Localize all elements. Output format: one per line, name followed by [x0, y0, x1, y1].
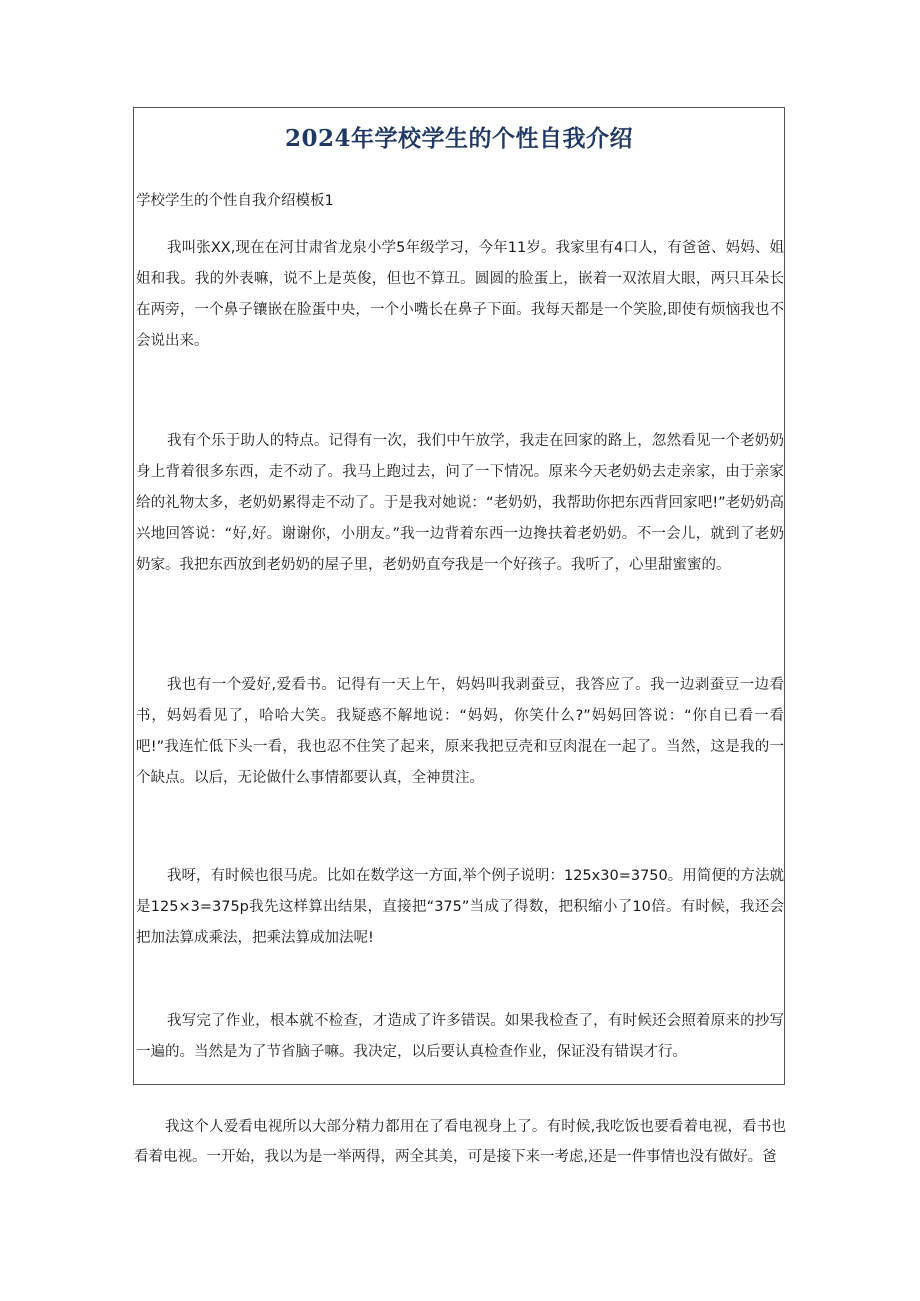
- paragraph-intro: 我叫张XX,现在在河甘肃省龙泉小学5年级学习，今年11岁。我家里有4口人，有爸爸、妈妈、姐姐和我。我的外表嘛，说不上是英俊，但也不算丑。圆圆的脸蛋上，嵌着一双浓眉大眼，两只耳朵长在两旁，一个鼻子镶嵌在脸蛋中央，一个小嘴长在鼻子下面。我每天都是一个笑脸,即使有烦恼我也不会说出来。: [136, 240, 784, 349]
- paragraph-homework: 我写完了作业，根本就不检查，才造成了许多错误。如果我检查了，有时候还会照着原来的抄写一遍的。当然是为了节省脑子嘛。我决定，以后要认真检查作业，保证没有错误才行。: [136, 1013, 784, 1060]
- document-frame: [133, 107, 785, 1085]
- paragraph-helping: 我有个乐于助人的特点。记得有一次，我们中午放学，我走在回家的路上，忽然看见一个老奶奶身上背着很多东西，走不动了。我马上跑过去，问了一下情况。原来今天老奶奶去走亲家，由于亲家给的礼物太多，老奶奶累得走不动了。于是我对她说：“老奶奶，我帮助你把东西背回家吧!”老奶奶高兴地回答说：“好,好。谢谢你，小朋友。”我一边背着东西一边搀扶着老奶奶。不一会儿，就到了老奶奶家。我把东西放到老奶奶的屋子里，老奶奶直夸我是一个好孩子。我听了，心里甜蜜蜜的。: [136, 433, 784, 573]
- section-heading: 学校学生的个性自我介绍模板1: [136, 193, 334, 209]
- document-title: 2024年学校学生的个性自我介绍: [284, 125, 633, 152]
- paragraph-reading: 我也有一个爱好,爱看书。记得有一天上午，妈妈叫我剥蚕豆，我答应了。我一边剥蚕豆一边看书，妈妈看见了，哈哈大笑。我疑惑不解地说：“妈妈，你笑什么?”妈妈回答说：“你自已看一看吧!”我连忙低下头一看，我也忍不住笑了起来，原来我把豆壳和豆肉混在一起了。当然，这是我的一个缺点。以后，无论做什么事情都要认真，全神贯注。: [136, 677, 784, 786]
- paragraph-careless: 我呀，有时候也很马虎。比如在数学这一方面,举个例子说明：125x30=3750。用简便的方法就是125×3=375р我先这样算出结果，直接把“375”当成了得数，把积缩小了10倍。有时候，我还会把加法算成乘法，把乘法算成加法呢!: [136, 868, 784, 946]
- paragraph-television: 我这个人爱看电视所以大部分精力都用在了看电视身上了。有时候,我吃饭也要看着电视，看书也看着电视。一开始，我以为是一举两得，两全其美，可是接下来一考虑,还是一件事情也没有做好。爸: [134, 1119, 786, 1165]
